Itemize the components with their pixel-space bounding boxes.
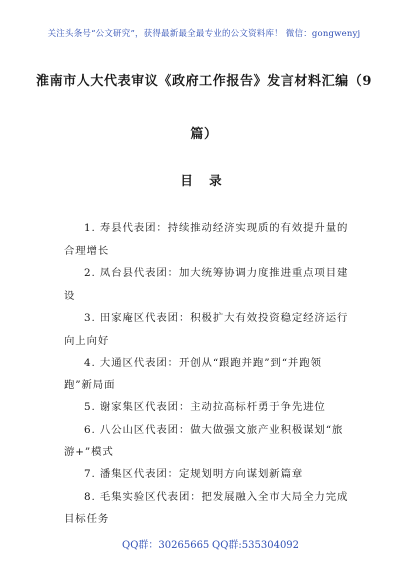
footer-qq-group-2: QQ群:535304092 xyxy=(212,540,300,551)
toc-item-3: 3. 田家庵区代表团：积极扩大有效投资稳定经济运行 xyxy=(84,312,349,324)
document-title-line-2: 篇） xyxy=(190,127,218,142)
toc-item-7: 7. 潘集区代表团：定规划明方向谋划新篇章 xyxy=(84,468,304,480)
toc-item-5: 5. 谢家集区代表团：主动拉高标杆勇于争先进位 xyxy=(84,401,326,413)
toc-item-6: 6. 八公山区代表团：做大做强文旅产业积极谋划“旅 xyxy=(84,424,344,436)
footer-qq-group-1: QQ群：30265665 xyxy=(122,540,210,551)
toc-item-2: 2. 凤台县代表团：加大统筹协调力度推进重点项目建 xyxy=(84,267,349,279)
toc-item-1-cont: 合理增长 xyxy=(64,245,110,257)
toc-item-3-cont: 向上向好 xyxy=(64,335,110,347)
header-note: 关注头条号“公文研究”，获得最新最全最专业的公文资料库！ 微信：gongwenyj xyxy=(47,29,361,39)
toc-item-2-cont: 设 xyxy=(64,290,76,302)
page-footer xyxy=(0,536,408,550)
document-title-line-1: 淮南市人大代表审议《政府工作报告》发言材料汇编（9 xyxy=(35,74,373,89)
toc-item-4-cont: 跑”新局面 xyxy=(64,379,116,391)
toc-item-4: 4. 大通区代表团：开创从“跟跑并跑”到“并跑领 xyxy=(84,357,322,369)
toc-item-8: 8. 毛集实验区代表团：把发展融入全市大局全力完成 xyxy=(84,491,349,503)
toc-heading: 目 录 xyxy=(180,173,228,188)
toc-item-6-cont: 游+”模式 xyxy=(64,446,114,458)
toc-item-8-cont: 目标任务 xyxy=(64,513,110,525)
toc-item-1: 1. 寿县代表团：持续推动经济实现质的有效提升量的 xyxy=(84,222,349,234)
